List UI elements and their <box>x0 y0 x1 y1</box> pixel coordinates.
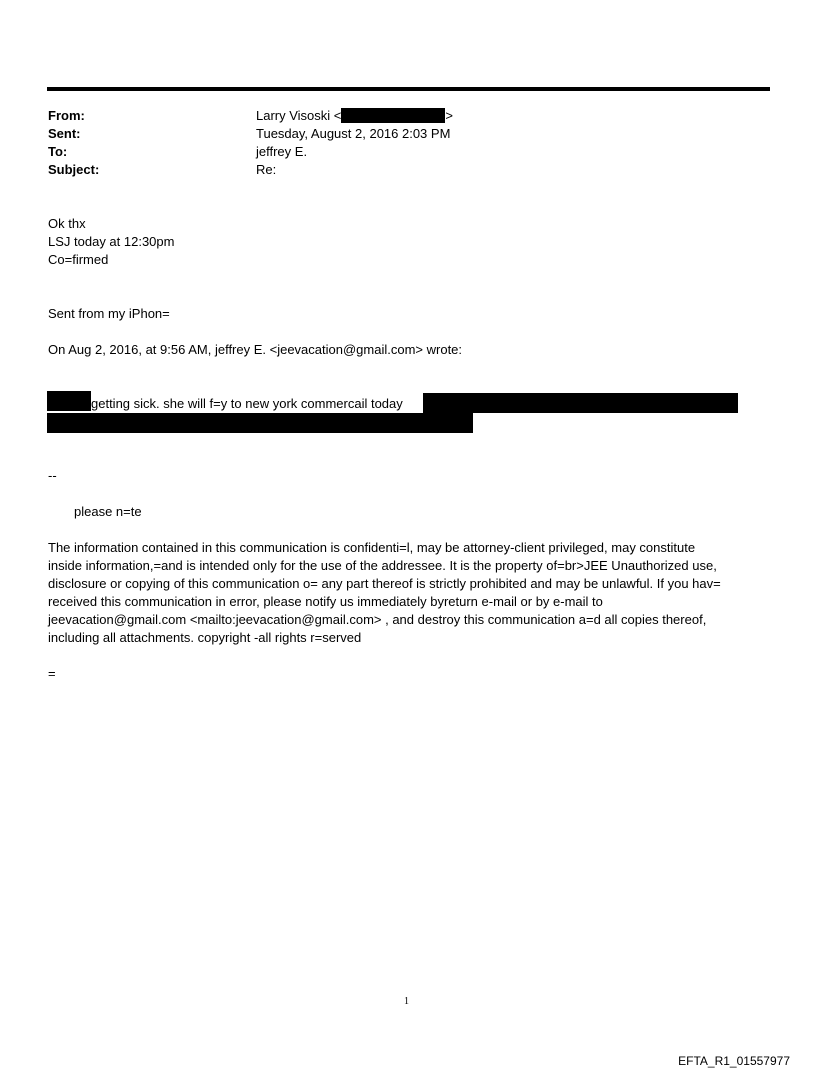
from-value <box>256 107 453 125</box>
from-close: > <box>445 108 453 123</box>
from-name: Larry Visoski < <box>256 108 342 123</box>
disclaimer-line: inside information,=and is intended only for the use of the addressee. It is the property of=br>JEE Unauthorized use, <box>48 558 717 573</box>
to-value: jeffrey E. <box>256 144 308 159</box>
disclaimer <box>48 539 763 647</box>
quote-intro: On Aug 2, 2016, at 9:56 AM, jeffrey E. <jeevacation@gmail.com> wrote: <box>48 342 463 357</box>
disclaimer-line: The information contained in this communication is confidenti=l, may be attorney-client privileged, may constitute <box>48 540 696 555</box>
redaction-box <box>341 108 445 123</box>
disclaimer-line: received this communication in error, please notify us immediately byreturn e-mail or by e-mail to <box>48 594 603 609</box>
redaction-box <box>47 391 91 411</box>
from-label: From: <box>48 108 85 123</box>
separator-dashes: -- <box>48 468 57 483</box>
disclaimer-line: including all attachments. copyright -all rights r=served <box>48 630 362 645</box>
redaction-box <box>47 413 473 433</box>
note-text: please n=te <box>74 504 142 519</box>
subject-label: Subject: <box>48 162 100 177</box>
signature: Sent from my iPhon= <box>48 306 170 321</box>
quoted-text: getting sick. she will f=y to new york commercail today <box>91 396 403 411</box>
disclaimer-line: jeevacation@gmail.com <mailto:jeevacation@gmail.com> , and destroy this communication a=d all copies thereof, <box>48 612 707 627</box>
trailing-equals: = <box>48 666 56 681</box>
to-label: To: <box>48 144 68 159</box>
header-rule <box>47 87 770 91</box>
subject-value: Re: <box>256 162 277 177</box>
page-number: 1 <box>404 996 409 1007</box>
body-line-1: Ok thx <box>48 216 86 231</box>
sent-value: Tuesday, August 2, 2016 2:03 PM <box>256 126 451 141</box>
document-id: EFTA_R1_01557977 <box>678 1054 790 1068</box>
sent-label: Sent: <box>48 126 81 141</box>
body-line-2: LSJ today at 12:30pm <box>48 234 175 249</box>
body-line-3: Co=firmed <box>48 252 109 267</box>
redaction-box <box>423 393 738 413</box>
disclaimer-line: disclosure or copying of this communication o= any part thereof is strictly prohibited and may be unlawful. If you hav= <box>48 576 721 591</box>
